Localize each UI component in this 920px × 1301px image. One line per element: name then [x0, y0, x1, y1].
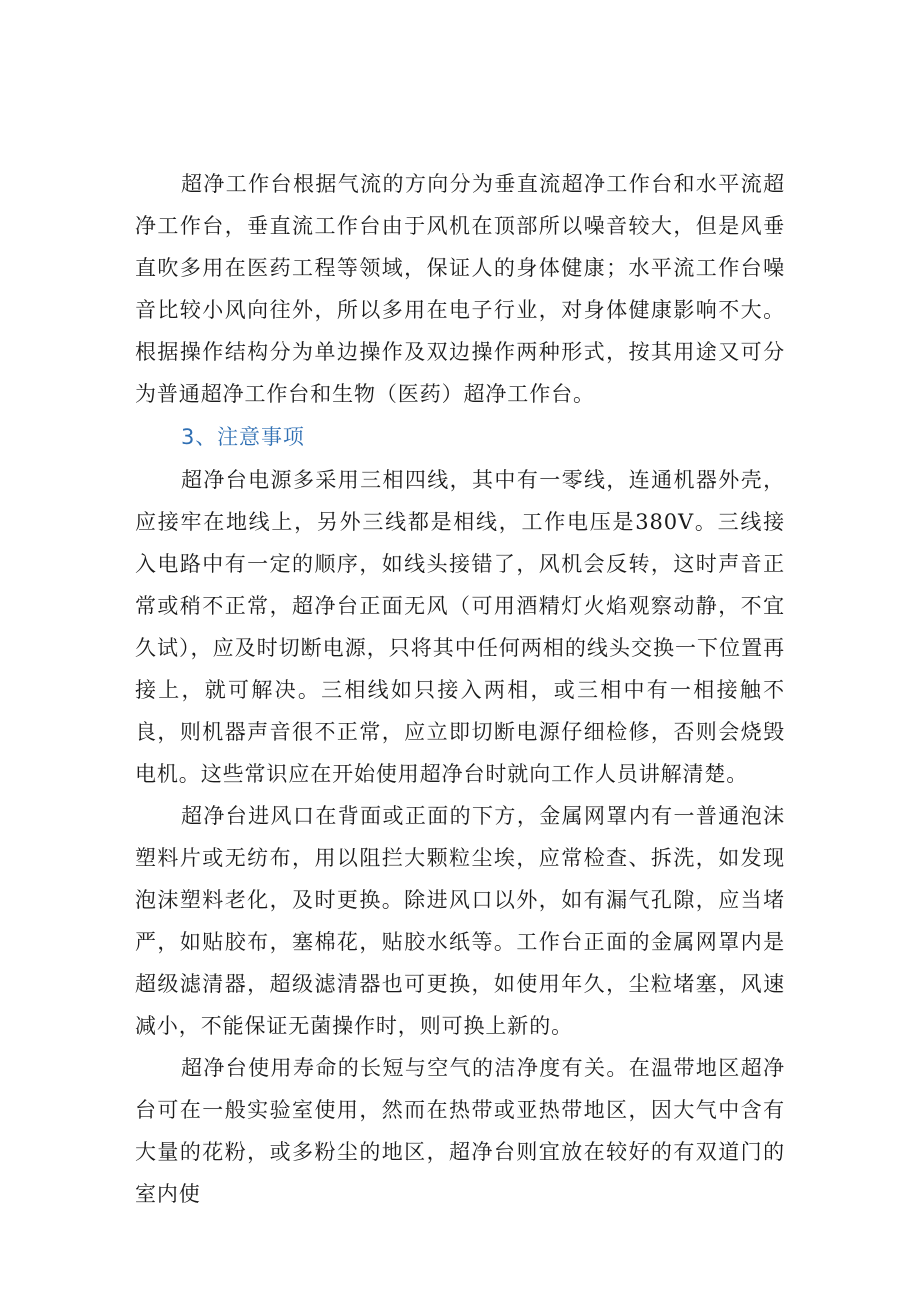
- document-body: [135, 163, 785, 1215]
- paragraph-power-supply: 超净台电源多采用三相四线，其中有一零线，连通机器外壳，应接牢在地线上，另外三线都是相线，工作电压是380V。三线接入电路中有一定的顺序，如线头接错了，风机会反转，这时声音正常或稍不正常，超净台正面无风（可用酒精灯火焰观察动静，不宜久试），应及时切断电源，只将其中任何两相的线头交换一下位置再接上，就可解决。三相线如只接入两相，或三相中有一相接触不良，则机器声音很不正常，应立即切断电源仔细检修，否则会烧毁电机。这些常识应在开始使用超净台时就向工作人员讲解清楚。: [135, 468, 785, 786]
- section-heading-precautions: 3、注意事项: [181, 425, 305, 449]
- paragraph-workbench-types: 超净工作台根据气流的方向分为垂直流超净工作台和水平流超净工作台，垂直流工作台由于风机在顶部所以噪音较大，但是风垂直吹多用在医药工程等领域，保证人的身体健康；水平流工作台噪音比较小风向往外，所以多用在电子行业，对身体健康影响不大。根据操作结构分为单边操作及双边操作两种形式，按其用途又可分为普通超净工作台和生物（医药）超净工作台。: [135, 172, 785, 406]
- paragraph-service-life: 超净台使用寿命的长短与空气的洁净度有关。在温带地区超净台可在一般实验室使用，然而在热带或亚热带地区，因大气中含有大量的花粉，或多粉尘的地区，超净台则宜放在较好的有双道门的室内使: [135, 1056, 785, 1206]
- paragraph-air-inlet: 超净台进风口在背面或正面的下方，金属网罩内有一普通泡沫塑料片或无纺布，用以阻拦大颗粒尘埃，应常检查、拆洗，如发现泡沫塑料老化，及时更换。除进风口以外，如有漏气孔隙，应当堵严，如贴胶布，塞棉花，贴胶水纸等。工作台正面的金属网罩内是超级滤清器，超级滤清器也可更换，如使用年久，尘粒堵塞，风速减小，不能保证无菌操作时，则可换上新的。: [135, 804, 785, 1038]
